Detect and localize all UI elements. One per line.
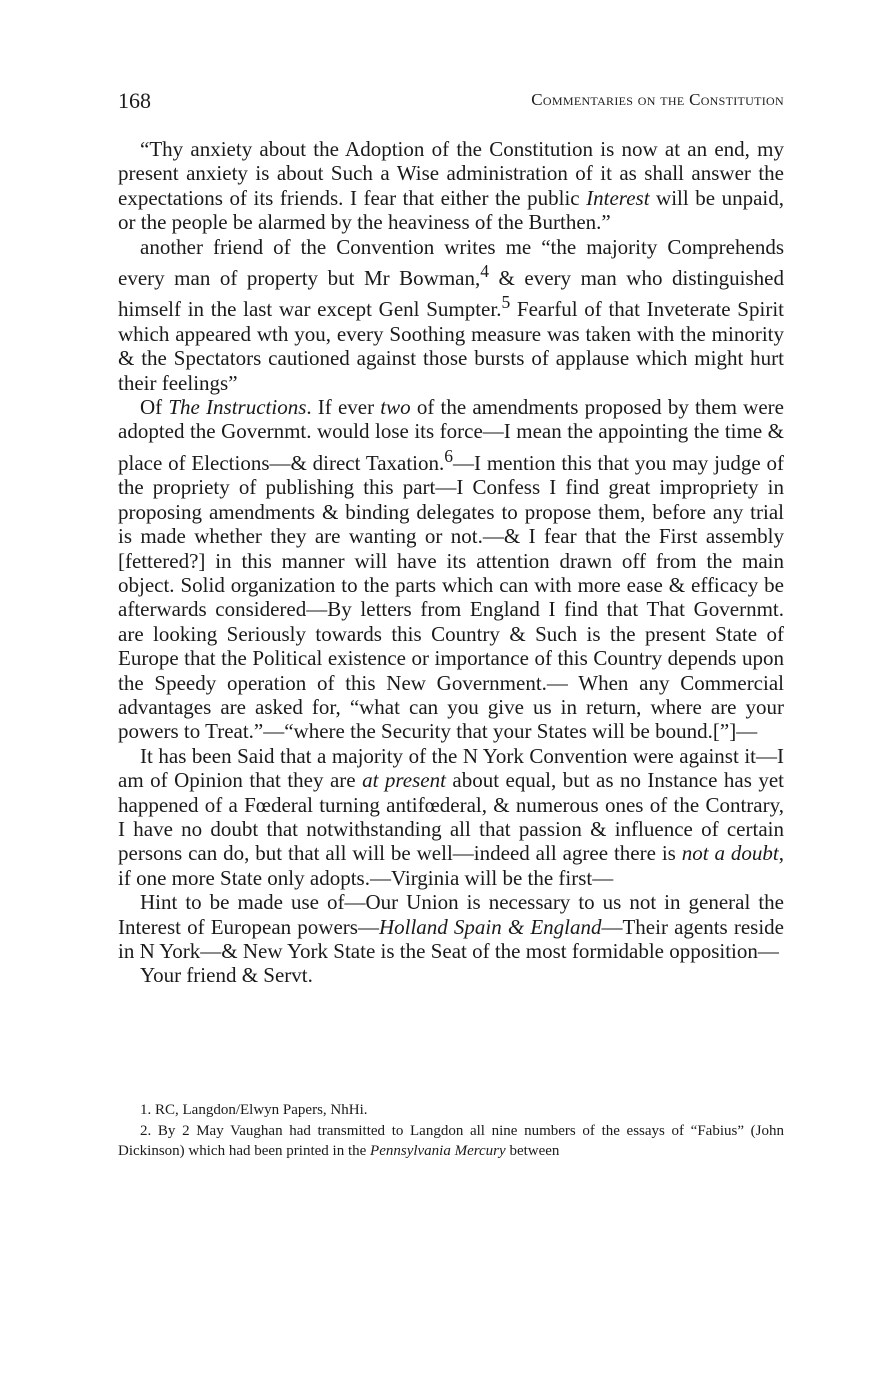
body-paragraph	[118, 235, 784, 395]
text-run: . If ever	[306, 395, 381, 420]
text-run: about equal, but as no Instance has yet happened of a Fœderal turning antifœderal, & numerous ones of the Contrary, I have no doubt that notwithstanding all that passion & influence of certain persons can do, but that all will be well—indeed all agree there is	[118, 768, 784, 866]
italic-run: Holland Spain & England	[378, 914, 602, 939]
footnote-ref: 5	[501, 292, 511, 313]
text-run: 2. By 2 May Vaughan had transmitted to Langdon all nine numbers of the essays of “Fabius” (John Dickinson) which had been printed in the	[118, 1122, 784, 1159]
text-run: , if one more State only adopts.—Virginia will be the first—	[118, 841, 784, 890]
text-run: of the amendments proposed by them were adopted the Governmt. would lose its force—I mean the appointing the time & place of Elections—& direct Taxation.	[118, 395, 784, 475]
text-run: It has been Said that a majority of the N York Convention were against it—I am of Opinion that they are	[118, 743, 784, 793]
footnotes	[118, 1100, 784, 1162]
body-paragraph	[118, 395, 784, 744]
text-run: another friend of the Convention writes me “the majority Comprehends every man of property but Mr Bowman,	[118, 234, 784, 291]
page-number: 168	[118, 88, 151, 113]
text-run: Fearful of that Inveterate Spirit which appeared wth you, every Soothing measure was taken with the minority & the Spectators cautioned against those bursts of applause which might hurt their feelings”	[118, 297, 784, 395]
italic-run: not a doubt	[681, 841, 779, 866]
letter-body	[118, 137, 784, 988]
italic-run: Interest	[586, 185, 650, 210]
footnote-ref: 6	[444, 445, 454, 466]
italic-run: two	[380, 395, 411, 420]
italic-run: Pennsylvania Mercury	[370, 1143, 506, 1159]
text-run: Your friend & Servt.	[140, 963, 313, 988]
footnote-ref: 4	[480, 261, 489, 282]
body-paragraph	[118, 137, 784, 235]
text-run: —I mention this that you may judge of the propriety of publishing this part—I Confess I find great impropriety in proposing amendments & binding delegates to propose them, before any trial is made whether they are wanting or not.—& I fear that the First assembly [fettered?] in this manner will have its attention drawn off from the main object. Solid organization to the parts which can with more ease & efficacy be afterwards considered—By letters from England I find that That Governmt. are looking Seriously towards this Country & Such is the present State of Europe that the Political existence or importance of this Country depends upon the Speedy operation of this New Government.— When any Commercial advantages are asked for, “what can you give us in return, where are your powers to Treat.”—“where the Security that your States will be bound.[”]—	[118, 450, 785, 744]
text-run: will be unpaid, or the people be alarmed by the heaviness of the Burthen.”	[118, 185, 784, 235]
text-run: 1. RC, Langdon/Elwyn Papers, NhHi.	[140, 1102, 368, 1118]
text-run: Hint to be made use of—Our Union is necessary to us not in general the Interest of European powers—	[118, 890, 784, 939]
running-head: Commentaries on the Constitution	[531, 90, 784, 109]
text-run: between	[505, 1143, 560, 1159]
text-run: Of	[140, 395, 169, 420]
body-paragraph	[118, 890, 784, 963]
body-paragraph	[118, 744, 784, 890]
italic-run: The Instructions	[168, 395, 307, 420]
closing-line	[118, 963, 784, 987]
footnote	[118, 1121, 784, 1162]
italic-run: at present	[362, 768, 446, 793]
text-run: —Their agents reside in N York—& New York State is the Seat of the most formidable opposition—	[118, 914, 784, 963]
page-header	[118, 88, 784, 118]
text-run: “Thy anxiety about the Adoption of the Constitution is now at an end, my present anxiety is about Such a Wise administration of it as shall answer the expectations of its friends. I fear that either the public	[118, 137, 784, 210]
text-run: & every man who distinguished himself in the last war except Genl Sumpter.	[118, 266, 784, 322]
footnote	[118, 1100, 784, 1121]
